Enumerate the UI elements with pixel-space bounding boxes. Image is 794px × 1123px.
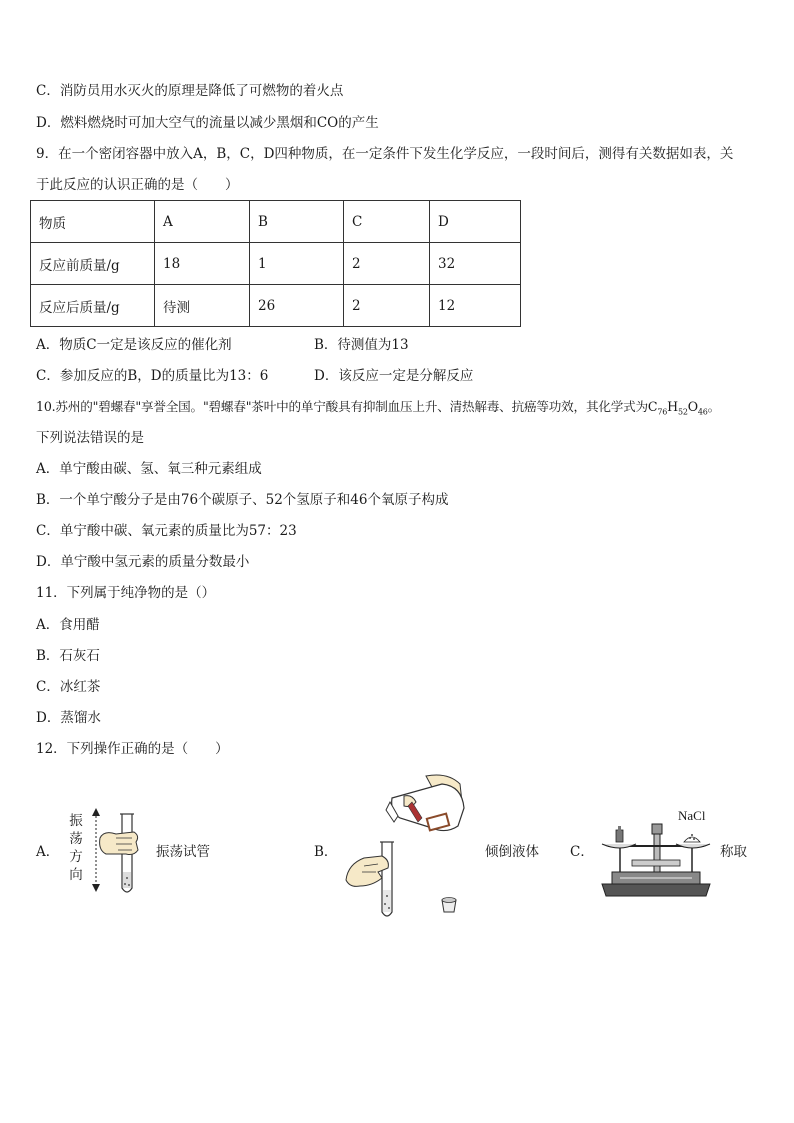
figure-a-caption: 振荡试管 — [156, 844, 210, 860]
q10-option-a: A．单宁酸由碳、氢、氧三种元素组成 — [36, 461, 262, 477]
table-cell: 待测 — [155, 285, 250, 327]
vertical-char: 向 — [69, 867, 83, 883]
figure-b-letter: B． — [314, 844, 338, 860]
q10-option-b: B．一个单宁酸分子是由76个碳原子、52个氢原子和46个氧原子构成 — [36, 492, 449, 508]
figure-b-caption: 倾倒液体 — [485, 844, 539, 860]
figure-c-letter: C． — [570, 844, 594, 860]
table-cell: 反应前质量/g — [31, 243, 155, 285]
question-11: 11．下列属于纯净物的是（） — [36, 585, 216, 601]
table-cell: 2 — [344, 243, 430, 285]
q11-option-b: B．石灰石 — [36, 648, 100, 664]
table-cell: D — [430, 201, 521, 243]
q10-sub-hydrogen: 52 — [677, 407, 688, 417]
q9-option-d: D．该反应一定是分解反应 — [314, 368, 474, 384]
figure-a-letter: A． — [36, 844, 60, 860]
question-9-line2: 于此反应的认识正确的是（ ） — [36, 177, 239, 193]
table-cell: A — [155, 201, 250, 243]
figure-c-caption: 称取 — [720, 844, 747, 860]
option-c-fire: C．消防员用水灭火的原理是降低了可燃物的着火点 — [36, 83, 344, 99]
vertical-char: 方 — [69, 849, 83, 865]
table-cell: 18 — [155, 243, 250, 285]
table-cell: 反应后质量/g — [31, 285, 155, 327]
shake-direction-label — [68, 812, 84, 884]
table-cell: C — [344, 201, 430, 243]
q11-option-d: D．蒸馏水 — [36, 710, 101, 726]
q10-hydrogen: H — [667, 399, 678, 414]
table-cell: 12 — [430, 285, 521, 327]
q9-option-c: C．参加反应的B，D的质量比为13：6 — [36, 368, 269, 384]
table-row — [31, 285, 521, 327]
table-cell: 1 — [250, 243, 344, 285]
table-row — [31, 243, 521, 285]
pouring-liquid-figure — [342, 772, 474, 920]
table-cell: 物质 — [31, 201, 155, 243]
nacl-label: NaCl — [678, 808, 706, 823]
q10-option-d: D．单宁酸中氢元素的质量分数最小 — [36, 554, 250, 570]
question-10-line2: 下列说法错误的是 — [36, 430, 144, 446]
q10-text: 10.苏州的"碧螺春"享誉全国。"碧螺春"茶叶中的单宁酸具有抑制血压上升、清热解毒、抗癌等功效，其化学式为C — [36, 399, 658, 414]
question-12: 12．下列操作正确的是（ ） — [36, 741, 229, 757]
q10-sub-oxygen: 46 — [697, 407, 708, 417]
table-row — [31, 201, 521, 243]
question-9-line1: 9．在一个密闭容器中放入A，B，C，D四种物质，在一定条件下发生化学反应，一段时间后，测得有关数据如表，关 — [36, 146, 734, 162]
balance-scale-figure — [598, 818, 714, 900]
q10-period: 。 — [707, 399, 721, 414]
q10-oxygen: O — [687, 399, 698, 414]
table-cell: B — [250, 201, 344, 243]
question-10-line1 — [36, 398, 720, 422]
shaking-test-tube-figure — [86, 808, 146, 900]
table-cell: 26 — [250, 285, 344, 327]
option-d-fuel: D．燃料燃烧时可加大空气的流量以减少黑烟和CO的产生 — [36, 115, 379, 131]
q10-option-c: C．单宁酸中碳、氧元素的质量比为57：23 — [36, 523, 297, 539]
vertical-char: 荡 — [69, 831, 83, 847]
q9-option-b: B．待测值为13 — [314, 337, 409, 353]
q11-option-a: A．食用醋 — [36, 617, 100, 633]
reaction-data-table — [30, 200, 521, 327]
q9-option-a: A．物质C一定是该反应的催化剂 — [36, 337, 232, 353]
q10-sub-carbon: 76 — [657, 407, 668, 417]
table-cell: 32 — [430, 243, 521, 285]
q11-option-c: C．冰红茶 — [36, 679, 101, 695]
vertical-char: 振 — [69, 813, 83, 829]
table-cell: 2 — [344, 285, 430, 327]
